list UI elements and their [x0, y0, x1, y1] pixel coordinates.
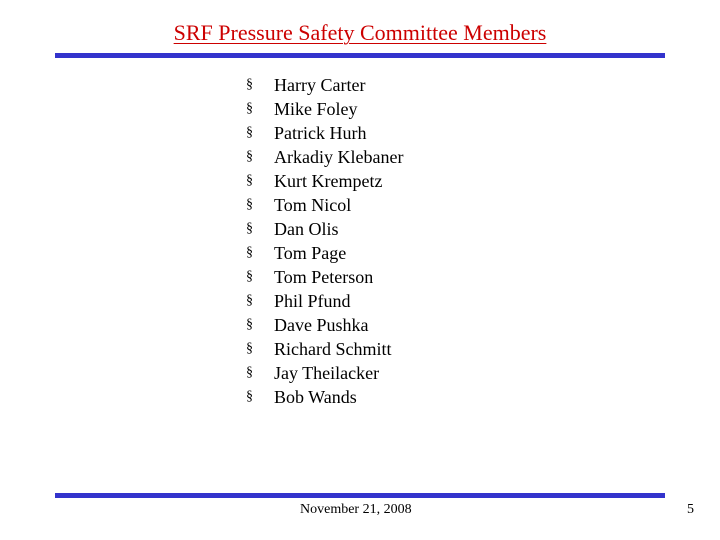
list-item [246, 121, 403, 145]
member-name: Richard Schmitt [274, 339, 392, 359]
bullet-icon: § [246, 293, 253, 308]
bullet-icon: § [246, 341, 253, 356]
member-name: Tom Peterson [274, 267, 374, 287]
bullet-icon: § [246, 365, 253, 380]
member-name: Jay Theilacker [274, 363, 380, 383]
bullet-icon: § [246, 101, 253, 116]
list-item [246, 193, 403, 217]
member-name: Bob Wands [274, 387, 357, 407]
page-number: 5 [687, 502, 694, 517]
member-name: Phil Pfund [274, 291, 351, 311]
list-item [246, 361, 403, 385]
member-list [246, 73, 404, 409]
list-item [246, 265, 403, 289]
list-item [246, 145, 404, 169]
bullet-icon: § [246, 149, 253, 164]
bottom-rule [55, 493, 665, 498]
member-name: Arkadiy Klebaner [274, 147, 404, 167]
member-name: Kurt Krempetz [274, 171, 383, 191]
bullet-icon: § [246, 389, 253, 404]
member-name: Mike Foley [274, 99, 358, 119]
member-name: Dan Olis [274, 219, 339, 239]
footer-date: November 21, 2008 [300, 502, 412, 517]
bullet-icon: § [246, 197, 253, 212]
list-item [246, 289, 403, 313]
bullet-icon: § [246, 173, 253, 188]
list-item [246, 73, 403, 97]
bullet-icon: § [246, 125, 253, 140]
bullet-icon: § [246, 221, 253, 236]
member-name: Harry Carter [274, 75, 366, 95]
bullet-icon: § [246, 77, 253, 92]
list-item [246, 337, 403, 361]
list-item [246, 97, 403, 121]
member-name: Dave Pushka [274, 315, 369, 335]
list-item [246, 385, 403, 409]
top-rule [55, 53, 665, 58]
list-item [246, 313, 403, 337]
slide-title: SRF Pressure Safety Committee Members [173, 20, 547, 45]
bullet-icon: § [246, 245, 253, 260]
member-name: Tom Nicol [274, 195, 352, 215]
list-item [246, 217, 403, 241]
member-name: Tom Page [274, 243, 347, 263]
list-item [246, 241, 403, 265]
list-item [246, 169, 403, 193]
bullet-icon: § [246, 269, 253, 284]
bullet-icon: § [246, 317, 253, 332]
member-name: Patrick Hurh [274, 123, 367, 143]
